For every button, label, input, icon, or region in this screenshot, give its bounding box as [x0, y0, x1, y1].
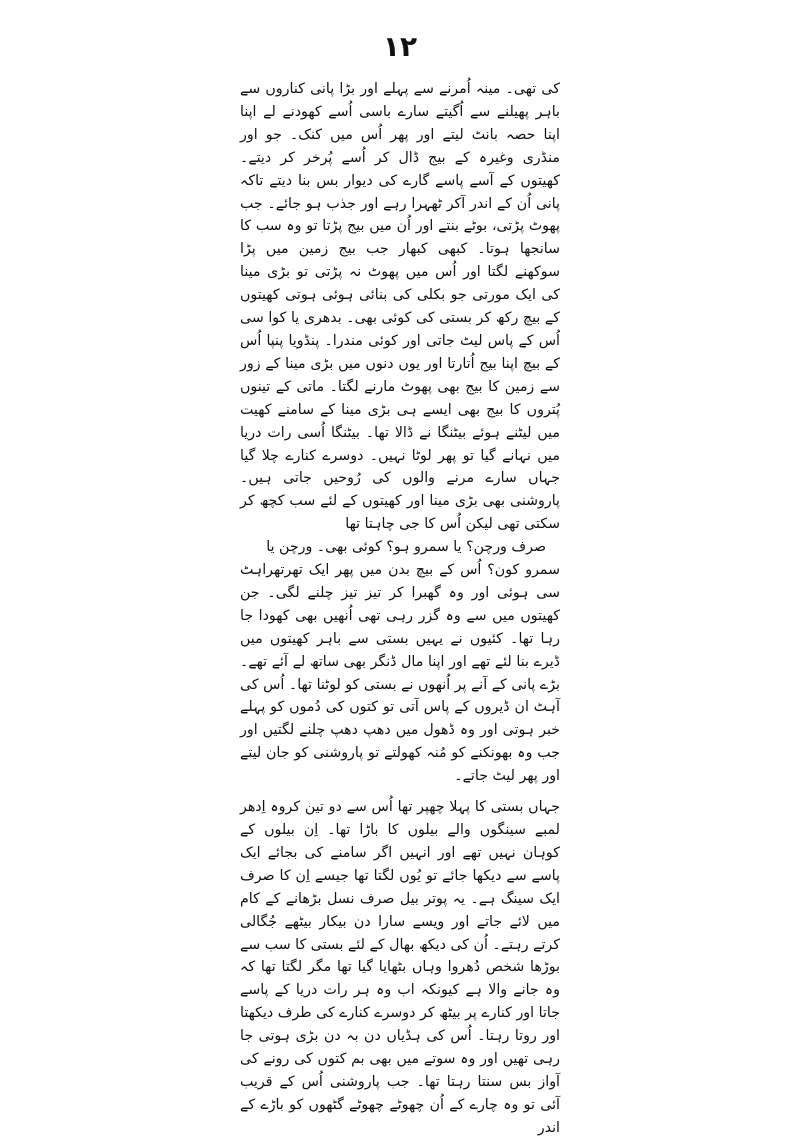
page-number: ۱۲	[382, 30, 418, 63]
paragraph-2: صرف ورچن؟ یا سمرو ہو؟ کوئی بھی۔ ورچن یا	[266, 539, 546, 556]
paragraph-3: سمرو کون؟ اُس کے بیچ بدن میں پھر ایک تھرتھراہٹ سی ہوئی اور وہ گھبرا کر تیز تیز چلنے لگی۔ جن کھیتوں میں سے وہ گزر رہی تھی اُنھیں بھی کھودا جا رہا تھا۔ کئیوں نے یہیں بستی سے باہر کھیتوں میں ڈیرے بنا لئے تھے اور اپنا مال ڈنگر بھی ساتھ لے آئے تھے۔ بڑے پانی کے آنے پر اُنھوں نے بستی کو لوٹنا تھا۔ اُس کی آہٹ ان ڈیروں کے پاس آتی تو کتوں کی دُموں کو پہلے خبر ہوتی اور وہ ڈھول میں دھپ دھپ چلنے لگتیں اور جب وہ بھونکنے کو مُنہ کھولتے تو پاروشنی کو جان لیتے اور پھر لیٹ جاتے۔	[240, 562, 560, 785]
paragraph-4: جہاں بستی کا پہلا چھپر تھا اُس سے دو تین کروہ اِدھر لمبے سینگوں والے بیلوں کا باڑا تھا۔ اِن بیلوں کے کوہان نہیں تھے اور انہیں اگر سامنے کی بجائے ایک پاسے سے دیکھا جائے تو یُوں لگتا تھا جیسے اِن کا صرف ایک سینگ ہے۔ یہ پوتر بیل صرف نسل بڑھانے کے کام میں لائے جاتے اور ویسے سارا دن بیکار بیٹھے جُگالی کرتے رہتے۔ اُن کی دیکھ بھال کے لئے بستی کا سب سے بوڑھا شخص دُھروا وہاں بٹھایا گیا تھا مگر لگتا تھا کہ وہ جانے والا ہے کیونکہ اب وہ ہر رات دریا کے پاسے جاتا اور کنارے پر بیٹھ کر دوسرے کنارے کی طرف دیکھتا اور روتا رہتا۔ اُس کی ہڈیاں دن بہ دن بڑی ہوتی جا رہی تھیں اور وہ سوتے میں بھی بم کتوں کی رونے کی آواز بس سنتا رہتا تھا۔ جب پاروشنی اُس کے قریب آئی تو وہ چارے کے اُن چھوٹے چھوٹے گٹھوں کو باڑے کے اندر	[240, 799, 560, 1136]
paragraph-1: کی تھی۔ مینہ اُمرنے سے پہلے اور بڑا پانی کناروں سے باہر پھیلنے سے اُگیتے سارے باسی اُسے کھودنے لے اپنا اپنا حصہ بانٹ لیتے اور پھر اُس میں کنک۔ جو اور منڈری وغیرہ کے بیج ڈال کر اُسے پُرخر کر دیتے۔ کھیتوں کے آسے پاسے گارے کی دیوار بس بنا دیتے تاکہ پانی اُن کے اندر آکر ٹھہرا رہے اور جذب ہو جائے۔ جب پھوٹ پڑتی، بوٹے بنتے اور اُن میں بیج پڑتا تو وہ سب کا سانجھا ہوتا۔ کبھی کبھار جب بیج زمین میں پڑا سوکھنے لگتا اور اُس میں پھوٹ نہ پڑتی تو بڑی مینا کی ایک مورتی جو بکلی کی بنائی ہوئی ہوتی کھیتوں کے بیچ رکھ کر بستی کی کوئی بھی۔ بدھری یا کوا سی اُس کے پاس لیٹ جاتی اور کوئی مندرا۔ پنڈویا پنپا اُس کے بیچ اپنا بیج اُتارتا اور یوں دنوں میں بڑی مینا کے زور سے زمین کا بیج بھی پھوٹ مارنے لگتا۔ ماتی کے تینوں پُتروں کا بیج بھی ایسے ہی بڑی مینا کے سامنے کھیت میں لیٹنے ہوئے بیٹنگا نے ڈالا تھا۔ بیٹنگا اُسی رات دریا میں نہانے گیا تو پھر لوٹا نہیں۔ دوسرے کنارے چلا گیا جہاں سارے مرنے والوں کی رُوحیں جاتی ہیں۔ پاروشنی بھی بڑی مینا اور کھیتوں کے لئے سب کچھ کر سکتی تھی لیکن اُس کا جی چاہتا تھا	[240, 81, 560, 533]
page-body	[240, 78, 560, 1140]
